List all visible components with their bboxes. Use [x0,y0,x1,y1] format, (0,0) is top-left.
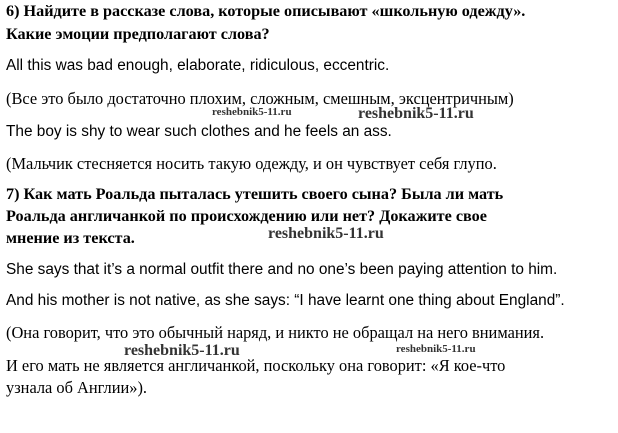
question-7-line-1: 7) Как мать Роальда пыталась утешить своего сына? Была ли мать [6,185,504,203]
answer-6-russian-2: (Мальчик стесняется носить такую одежду, и он чувствует себя глупо. [6,154,497,173]
watermark: reshebnik5-11.ru [358,105,474,122]
answer-6-russian-1: (Все это было достаточно плохим, сложным, смешным, эксцентричным) [6,89,514,108]
question-6-line-2: Какие эмоции предполагают слова? [6,25,270,43]
answer-6-english-2: The boy is shy to wear such clothes and he feels an ass. [6,123,392,140]
question-7-line-3: мнение из текста. [6,229,135,247]
watermark: reshebnik5-11.ru [124,342,240,359]
answer-7-english-1: She says that it’s a normal outfit there and no one’s been paying attention to him. [6,261,558,278]
answer-6-english-1: All this was bad enough, elaborate, ridiculous, eccentric. [6,57,390,74]
answer-7-russian-3: узнала об Англии»). [6,378,148,397]
answer-7-english-2: And his mother is not native, as she says: “I have learnt one thing about England”. [6,292,565,309]
question-6-line-1: 6) Найдите в рассказе слова, которые описывают «школьную одежду». [6,2,526,20]
answer-7-russian-1: (Она говорит, что это обычный наряд, и никто не обращал на него внимания. [6,323,545,342]
question-7-line-2: Роальда англичанкой по происхождению или нет? Докажите свое [6,207,487,225]
watermark: reshebnik5-11.ru [268,225,384,242]
answer-7-russian-2: И его мать не является англичанкой, поскольку она говорит: «Я кое-что [6,356,506,375]
watermark: reshebnik5-11.ru [396,343,476,355]
watermark: reshebnik5-11.ru [212,106,292,118]
